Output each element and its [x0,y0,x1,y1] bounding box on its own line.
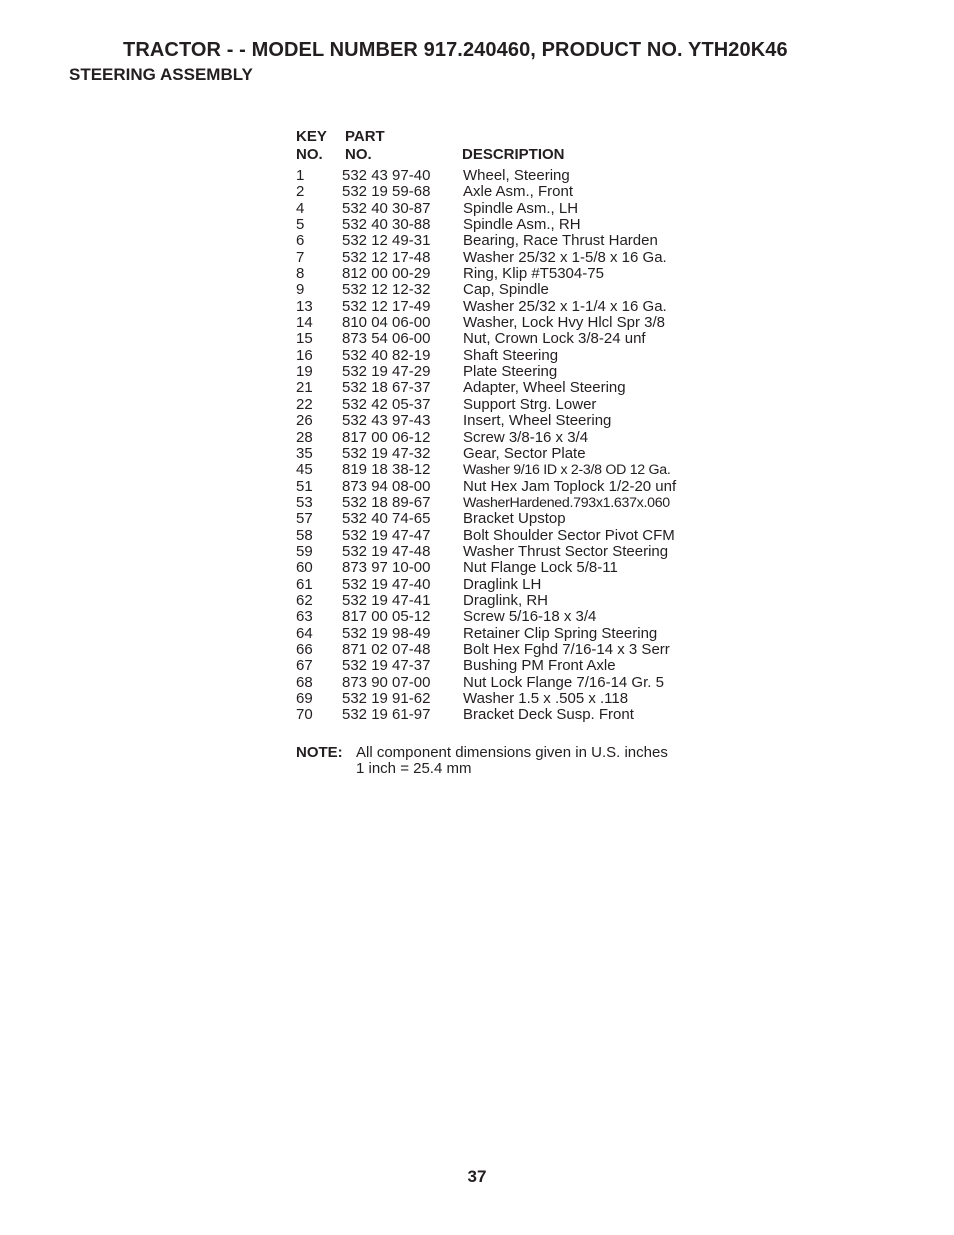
note-label: NOTE: [296,744,343,761]
description-cell: Spindle Asm., LH [463,199,579,217]
key-no-cell: 8 [296,265,305,283]
table-row [296,626,716,642]
description-cell: Washer, Lock Hvy Hlcl Spr 3/8 [463,314,666,332]
description-cell: Axle Asm., Front [463,183,574,201]
table-row [296,233,716,249]
table-row [296,593,716,609]
key-no-cell: 61 [296,575,313,593]
part-no-cell: 532 40 30-87 [342,199,431,217]
table-row [296,691,716,707]
description-cell: Screw 3/8-16 x 3/4 [463,428,589,446]
part-no-cell: 532 19 98-49 [342,624,431,642]
table-row [296,201,716,217]
part-no-cell: 532 40 82-19 [342,346,431,364]
part-no-cell: 532 19 47-40 [342,575,431,593]
key-no-cell: 1 [296,167,305,184]
key-no-cell: 58 [296,526,313,544]
part-no-cell: 871 02 07-48 [342,640,431,658]
description-cell: Bushing PM Front Axle [463,657,616,675]
key-no-cell: 2 [296,183,305,201]
table-row [296,479,716,495]
note-line-1: All component dimensions given in U.S. inches [356,744,668,761]
key-no-cell: 21 [296,379,313,397]
part-no-cell: 532 12 17-48 [342,248,431,266]
key-no-cell: 53 [296,493,313,511]
part-no-cell: 532 12 12-32 [342,281,431,299]
description-cell: Bearing, Race Thrust Harden [463,232,658,250]
part-no-cell: 532 42 05-37 [342,395,431,413]
key-no-cell: 22 [296,395,313,413]
table-row [296,430,716,446]
table-row [296,266,716,282]
key-no-cell: 60 [296,559,313,577]
table-row [296,560,716,576]
key-no-cell: 69 [296,690,313,707]
description-cell: Gear, Sector Plate [463,444,586,462]
table-row [296,707,716,723]
table-row [296,609,716,625]
key-no-cell: 67 [296,657,313,675]
part-no-cell: 532 43 97-43 [342,412,431,430]
table-row [296,397,716,413]
part-no-cell: 873 54 06-00 [342,330,431,348]
description-cell: Draglink LH [463,575,542,593]
table-row [296,544,716,560]
key-no-cell: 6 [296,232,305,250]
table-row [296,511,716,527]
page-title: TRACTOR - - MODEL NUMBER 917.240460, PRODUCT NO. YTH20K46 [123,39,788,61]
table-row [296,184,716,200]
part-no-cell: 532 19 47-41 [342,591,431,609]
key-no-cell: 14 [296,314,313,332]
note-line-2: 1 inch = 25.4 mm [356,760,472,777]
description-cell: WasherHardened.793x1.637x.060 [463,494,670,511]
part-no-cell: 817 00 06-12 [342,428,431,446]
description-cell: Washer 25/32 x 1-1/4 x 16 Ga. [463,297,667,315]
part-no-cell: 532 19 47-37 [342,657,431,675]
key-no-cell: 19 [296,363,313,381]
description-cell: Washer 9/16 ID x 2-3/8 OD 12 Ga. [463,462,671,479]
key-no-cell: 15 [296,330,313,348]
key-no-cell: 70 [296,706,313,724]
description-cell: Insert, Wheel Steering [463,412,612,430]
table-row [296,282,716,298]
table-row [296,217,716,233]
part-no-cell: 873 97 10-00 [342,559,431,577]
key-no-cell: 59 [296,542,313,560]
key-no-cell: 63 [296,608,313,626]
part-no-cell: 532 18 67-37 [342,379,431,397]
table-row [296,364,716,380]
description-cell: Washer Thrust Sector Steering [463,542,669,560]
parts-list-header [296,128,716,164]
key-no-cell: 4 [296,199,305,217]
description-cell: Washer 25/32 x 1-5/8 x 16 Ga. [463,248,667,266]
part-no-cell: 532 19 61-97 [342,706,431,724]
part-no-cell: 812 00 00-29 [342,265,431,283]
key-no-cell: 13 [296,297,313,315]
description-cell: Draglink, RH [463,591,549,609]
key-no-cell: 9 [296,281,305,299]
key-no-cell: 28 [296,428,313,446]
part-no-cell: 532 40 74-65 [342,510,431,528]
key-no-cell: 26 [296,412,313,430]
table-row [296,250,716,266]
key-no-cell: 45 [296,461,313,479]
description-cell: Ring, Klip #T5304-75 [463,265,604,283]
key-no-cell: 64 [296,624,313,642]
key-no-cell: 7 [296,248,305,266]
part-no-cell: 532 12 49-31 [342,232,431,250]
part-no-cell: 873 94 08-00 [342,477,431,495]
part-no-cell: 532 19 59-68 [342,183,431,201]
page-number: 37 [467,1167,487,1186]
description-cell: Nut Flange Lock 5/8-11 [463,559,618,577]
table-row [296,413,716,429]
description-cell: Support Strg. Lower [463,395,597,413]
parts-list [296,128,716,724]
part-no-cell: 810 04 06-00 [342,314,431,332]
description-cell: Screw 5/16-18 x 3/4 [463,608,597,626]
section-title: STEERING ASSEMBLY [69,65,253,84]
part-no-cell: 532 19 91-62 [342,690,431,707]
table-row [296,446,716,462]
description-cell: Bracket Upstop [463,510,566,528]
part-no-cell: 532 19 47-48 [342,542,431,560]
part-no-cell: 873 90 07-00 [342,673,431,691]
parts-list-rows [296,168,716,724]
table-row [296,348,716,364]
table-row [296,495,716,511]
key-no-cell: 5 [296,216,305,234]
part-no-cell: 819 18 38-12 [342,461,431,479]
part-no-cell: 532 19 47-32 [342,444,431,462]
description-cell: Bracket Deck Susp. Front [463,706,634,724]
key-no-cell: 51 [296,477,313,495]
table-row [296,577,716,593]
table-row [296,168,716,184]
key-no-cell: 66 [296,640,313,658]
table-row [296,315,716,331]
description-cell: Plate Steering [463,363,558,381]
description-cell: Nut Hex Jam Toplock 1/2-20 unf [463,477,677,495]
description-cell: Wheel, Steering [463,167,570,184]
key-no-cell: 68 [296,673,313,691]
table-row [296,675,716,691]
col-part-label-1: PART [345,128,385,145]
part-no-cell: 532 40 30-88 [342,216,431,234]
col-part-label-2: NO. [345,146,372,163]
description-cell: Nut Lock Flange 7/16-14 Gr. 5 [463,673,664,691]
description-cell: Adapter, Wheel Steering [463,379,626,397]
table-row [296,462,716,478]
key-no-cell: 57 [296,510,313,528]
description-cell: Bolt Shoulder Sector Pivot CFM [463,526,675,544]
description-cell: Washer 1.5 x .505 x .118 [463,690,629,707]
part-no-cell: 817 00 05-12 [342,608,431,626]
description-cell: Shaft Steering [463,346,559,364]
part-no-cell: 532 43 97-40 [342,167,431,184]
table-row [296,331,716,347]
description-cell: Cap, Spindle [463,281,549,299]
part-no-cell: 532 12 17-49 [342,297,431,315]
table-row [296,380,716,396]
col-key-label-2: NO. [296,146,323,163]
part-no-cell: 532 19 47-29 [342,363,431,381]
table-row [296,299,716,315]
key-no-cell: 35 [296,444,313,462]
table-row [296,642,716,658]
table-row [296,528,716,544]
key-no-cell: 16 [296,346,313,364]
col-key-label-1: KEY [296,128,327,145]
description-cell: Retainer Clip Spring Steering [463,624,658,642]
part-no-cell: 532 18 89-67 [342,493,431,511]
description-cell: Bolt Hex Fghd 7/16-14 x 3 Serr [463,640,670,658]
part-no-cell: 532 19 47-47 [342,526,431,544]
description-cell: Spindle Asm., RH [463,216,581,234]
description-cell: Nut, Crown Lock 3/8-24 unf [463,330,646,348]
col-desc-label: DESCRIPTION [462,146,565,163]
key-no-cell: 62 [296,591,313,609]
table-row [296,658,716,674]
